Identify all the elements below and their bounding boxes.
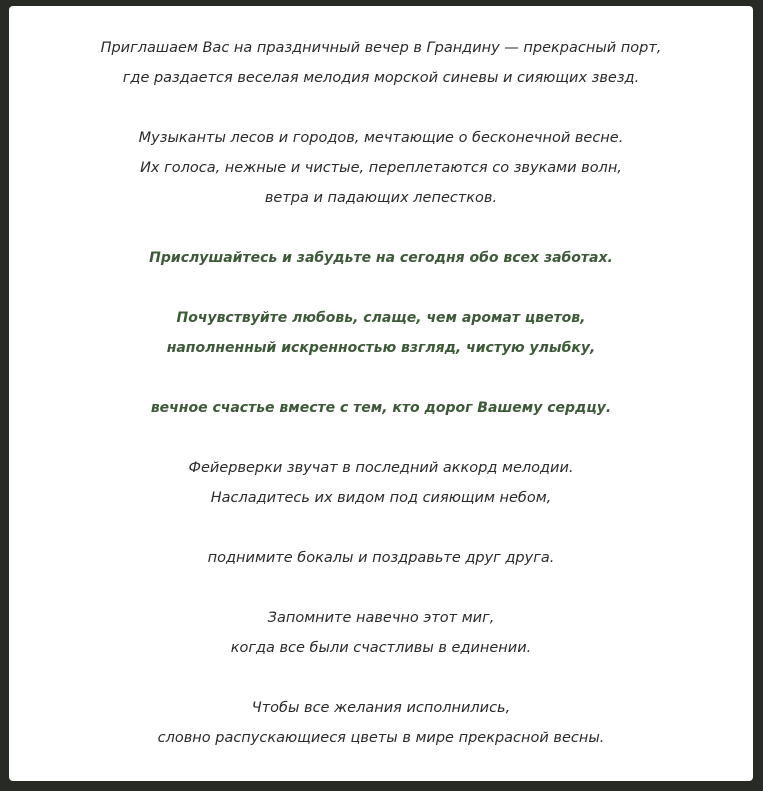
poem-line: поднимите бокалы и поздравьте друг друга.: [207, 550, 555, 566]
poem-line: Приглашаем Вас на праздничный вечер в Грандину — прекрасный порт,: [100, 40, 662, 56]
poem-highlight-line: вечное счастье вместе с тем, кто дорог Вашему сердцу.: [150, 400, 612, 416]
poem-line: Насладитесь их видом под сияющим небом,: [210, 490, 552, 506]
poem-line: Чтобы все желания исполнились,: [251, 700, 511, 716]
poem-line: Запомните навечно этот миг,: [267, 610, 495, 626]
poem-line: Музыканты лесов и городов, мечтающие о бесконечной весне.: [138, 130, 624, 146]
poem-line: Их голоса, нежные и чистые, переплетаются со звуками волн,: [140, 160, 622, 176]
poem-highlight-line: Почувствуйте любовь, слаще, чем аромат цветов,: [176, 310, 586, 326]
poem-highlight-line: Прислушайтесь и забудьте на сегодня обо всех заботах.: [149, 250, 613, 266]
poem-line: ветра и падающих лепестков.: [264, 190, 498, 206]
poem-line: Фейерверки звучат в последний аккорд мелодии.: [188, 460, 574, 476]
poem-line: где раздается веселая мелодия морской синевы и сияющих звезд.: [122, 70, 640, 86]
poem-line: словно распускающиеся цветы в мире прекрасной весны.: [157, 730, 605, 746]
poem-line: когда все были счастливы в единении.: [230, 640, 532, 656]
poem-highlight-line: наполненный искренностью взгляд, чистую улыбку,: [166, 340, 596, 356]
invitation-card: [9, 6, 753, 781]
